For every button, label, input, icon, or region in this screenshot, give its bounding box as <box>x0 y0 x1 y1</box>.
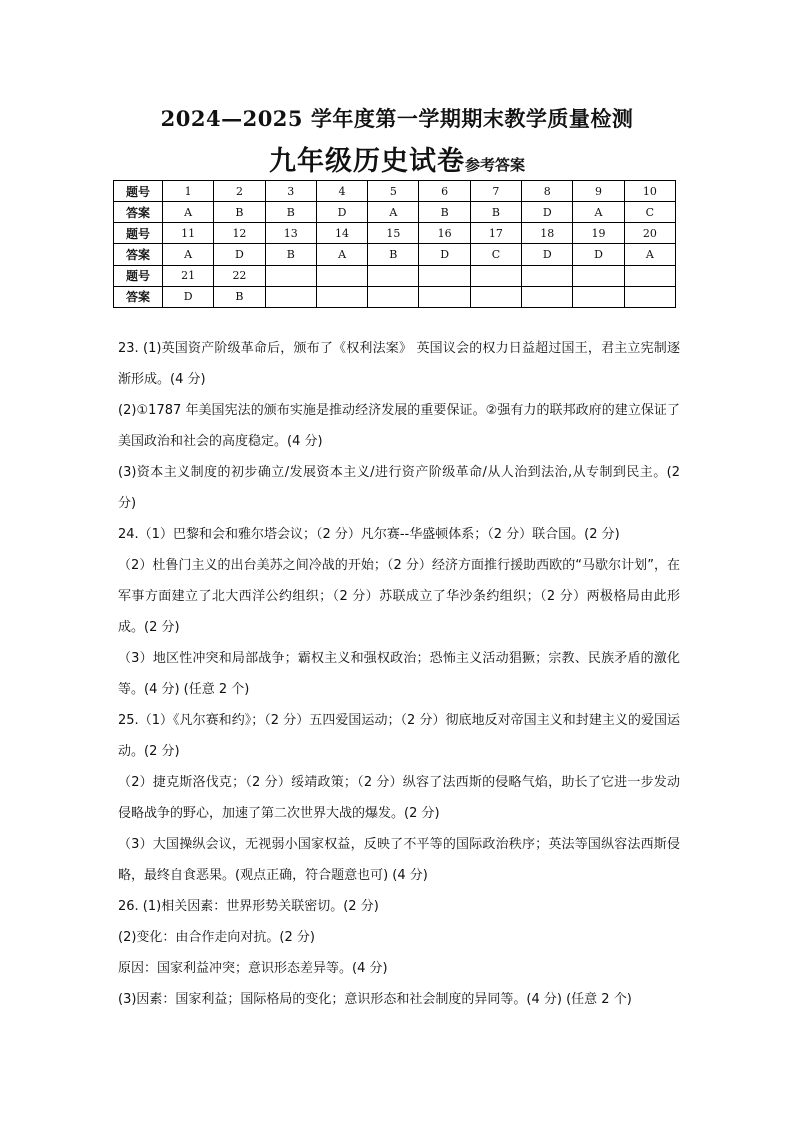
paragraph: （2）捷克斯洛伐克；（2 分）绥靖政策；（2 分）纵容了法西斯的侵略气焰，助长了它进一步发动侵略战争的野心，加速了第二次世界大战的爆发。(2 分) <box>118 775 680 821</box>
paragraph: 24.（1）巴黎和会和雅尔塔会议；（2 分）凡尔赛--华盛顿体系；（2 分）联合国。(2 分) <box>118 527 620 542</box>
paragraph: 26. (1)相关因素：世界形势关联密切。(2 分) <box>118 899 379 914</box>
answer-cell: D <box>573 244 624 265</box>
answer-cell: B <box>214 286 265 307</box>
answer-table-row <box>114 244 676 265</box>
answer-cell: B <box>214 202 265 223</box>
answer-cell: 21 <box>163 265 214 286</box>
answer-cell <box>522 286 573 307</box>
row-label: 题号 <box>114 223 163 244</box>
answer-cell: B <box>265 202 316 223</box>
answer-cell: A <box>163 202 214 223</box>
row-label: 题号 <box>114 265 163 286</box>
answer-cell <box>368 286 419 307</box>
answer-cell: C <box>470 244 521 265</box>
answer-cell: D <box>316 202 367 223</box>
row-label: 题号 <box>114 181 163 202</box>
subject-title-main: 九年级历史试卷 <box>268 146 465 177</box>
paragraph: (2)①1787 年美国宪法的颁布实施是推动经济发展的重要保证。②强有力的联邦政府的建立保证了美国政治和社会的高度稳定。(4 分) <box>118 403 680 449</box>
answer-cell: 8 <box>522 181 573 202</box>
answer-cell: A <box>573 202 624 223</box>
subject-title-sub: 参考答案 <box>464 156 525 174</box>
answer-cell <box>573 265 624 286</box>
answer-cell: C <box>624 202 675 223</box>
exam-title: 2024—2025 学年度第一学期期末教学质量检测 <box>160 106 634 131</box>
answer-cell <box>368 265 419 286</box>
answer-cell <box>316 286 367 307</box>
row-label: 答案 <box>114 286 163 307</box>
answer-cell <box>265 286 316 307</box>
answer-cell <box>265 265 316 286</box>
answer-cell: B <box>265 244 316 265</box>
row-label: 答案 <box>114 202 163 223</box>
answer-cell: 6 <box>419 181 470 202</box>
answer-cell: A <box>624 244 675 265</box>
answer-cell: 15 <box>368 223 419 244</box>
answer-cell <box>470 286 521 307</box>
answer-cell: B <box>368 244 419 265</box>
paragraph: (3)因素：国家利益；国际格局的变化；意识形态和社会制度的异同等。(4 分) (任意 2 个) <box>118 992 632 1007</box>
answer-table-row <box>114 286 676 307</box>
answer-cell: 7 <box>470 181 521 202</box>
answer-cell: 22 <box>214 265 265 286</box>
answer-cell: 17 <box>470 223 521 244</box>
paragraph: （2）杜鲁门主义的出台美苏之间冷战的开始；（2 分）经济方面推行援助西欧的“马歇尔计划”，在军事方面建立了北大西洋公约组织；（2 分）苏联成立了华沙条约组织；（2 分）两极格局由此形成。(2 分) <box>118 558 680 635</box>
paragraph: (3)资本主义制度的初步确立/发展资本主义/进行资产阶级革命/从人治到法治,从专制到民主。(2 分) <box>118 465 680 511</box>
answer-cell: D <box>163 286 214 307</box>
answer-cell: 12 <box>214 223 265 244</box>
answer-cell <box>573 286 624 307</box>
paragraph: 原因：国家利益冲突；意识形态差异等。(4 分) <box>118 961 388 976</box>
answer-cell: D <box>419 244 470 265</box>
answer-cell <box>316 265 367 286</box>
answer-table-row <box>114 181 676 202</box>
answer-cell: 2 <box>214 181 265 202</box>
subject-title <box>0 139 794 178</box>
answer-cell: 11 <box>163 223 214 244</box>
answer-cell: D <box>522 202 573 223</box>
answer-text <box>118 333 680 1015</box>
answer-cell: 10 <box>624 181 675 202</box>
answer-cell: A <box>316 244 367 265</box>
answer-cell: B <box>470 202 521 223</box>
answer-cell: D <box>522 244 573 265</box>
answer-cell: 13 <box>265 223 316 244</box>
answer-cell: 20 <box>624 223 675 244</box>
answer-cell <box>470 265 521 286</box>
answer-cell <box>419 286 470 307</box>
answer-cell <box>624 265 675 286</box>
answer-cell: 4 <box>316 181 367 202</box>
answer-cell: 1 <box>163 181 214 202</box>
paragraph: 25.（1）《凡尔赛和约》；（2 分）五四爱国运动；（2 分）彻底地反对帝国主义和封建主义的爱国运动。(2 分) <box>118 713 680 759</box>
paragraph: 23. (1)英国资产阶级革命后，颁布了《权利法案》 英国议会的权力日益超过国王，君主立宪制逐渐形成。(4 分) <box>118 341 680 387</box>
answer-table-row <box>114 202 676 223</box>
row-label: 答案 <box>114 244 163 265</box>
answer-cell: 18 <box>522 223 573 244</box>
answer-cell <box>419 265 470 286</box>
paragraph: （3）大国操纵会议，无视弱小国家权益，反映了不平等的国际政治秩序；英法等国纵容法西斯侵略，最终自食恶果。(观点正确，符合题意也可) (4 分) <box>118 837 680 883</box>
answer-cell: 14 <box>316 223 367 244</box>
answer-cell: A <box>368 202 419 223</box>
answer-cell: 16 <box>419 223 470 244</box>
answer-table <box>113 180 676 308</box>
paragraph: （3）地区性冲突和局部战争；霸权主义和强权政治；恐怖主义活动猖獗；宗教、民族矛盾的激化等。(4 分) (任意 2 个) <box>118 651 680 697</box>
answer-cell: D <box>214 244 265 265</box>
answer-cell: B <box>419 202 470 223</box>
answer-cell: A <box>163 244 214 265</box>
answer-cell: 5 <box>368 181 419 202</box>
answer-table-row <box>114 265 676 286</box>
answer-cell: 3 <box>265 181 316 202</box>
answer-cell <box>624 286 675 307</box>
answer-cell: 19 <box>573 223 624 244</box>
paragraph: (2)变化：由合作走向对抗。(2 分) <box>118 930 315 945</box>
answer-cell <box>522 265 573 286</box>
answer-cell: 9 <box>573 181 624 202</box>
answer-table-row <box>114 223 676 244</box>
